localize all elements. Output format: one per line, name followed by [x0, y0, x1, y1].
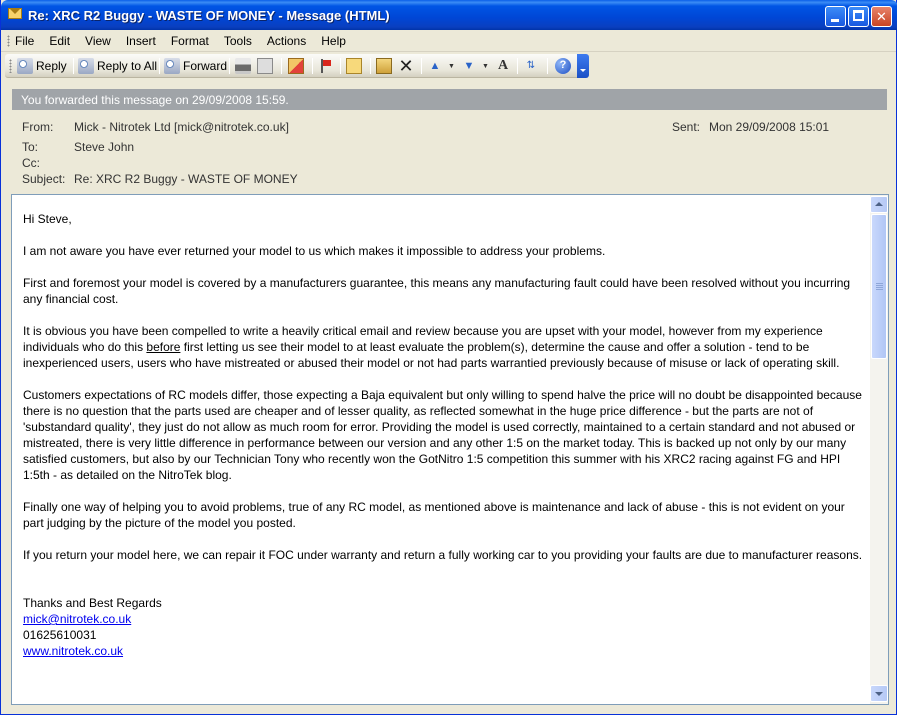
menu-format-label: Format [170, 34, 209, 48]
envelope-icon [8, 8, 22, 19]
info-bar[interactable]: You forwarded this message on 29/09/2008 15:59. [12, 89, 887, 110]
signature [23, 595, 866, 659]
forward-icon [164, 58, 180, 74]
signature-closing: Thanks and Best Regards [23, 596, 162, 610]
menu-insert[interactable] [126, 34, 156, 48]
maximize-button[interactable] [848, 6, 869, 27]
menu-tools-label: Tools [223, 34, 252, 48]
reply-label: Reply [36, 59, 67, 73]
to-value[interactable]: Steve John [74, 140, 135, 154]
close-button[interactable] [871, 6, 892, 27]
flag-icon [318, 58, 334, 74]
encoding-button[interactable] [523, 57, 542, 75]
subject-label: Subject: [22, 172, 66, 186]
toolbar-separator [281, 58, 282, 74]
copy-icon [257, 58, 273, 74]
toolbar-separator [312, 58, 313, 74]
sent-label: Sent: [672, 120, 701, 134]
toolbar-separator [421, 58, 422, 74]
sent-value: Mon 29/09/2008 15:01 [709, 120, 830, 134]
scroll-down-arrow-icon[interactable] [870, 685, 888, 702]
mail-forward-icon [288, 58, 304, 74]
next-item-button[interactable] [461, 57, 489, 75]
font-size-button[interactable] [495, 57, 514, 75]
toolbar-separator [229, 58, 230, 74]
body-paragraph-3-end: first letting us see their model to at least evaluate the problem(s), determine the cause and offer a solution - tend to be inexperienced users, users who have mistreated or abused their model or not had parts warrantied previously because of misuse or lack of operating skill. [23, 340, 840, 370]
reply-icon [17, 58, 33, 74]
message-body-frame[interactable] [11, 194, 889, 705]
menu-view[interactable] [85, 34, 111, 48]
signature-email-link[interactable]: mick@nitrotek.co.uk [23, 612, 132, 626]
toolbar-separator [370, 58, 371, 74]
reply-button[interactable] [17, 57, 67, 75]
help-button[interactable] [555, 57, 574, 75]
print-button[interactable] [235, 57, 254, 75]
encoding-icon: ⇅ [526, 60, 536, 71]
mark-unread-button[interactable] [346, 57, 365, 75]
minimize-icon [831, 19, 839, 22]
toolbar-separator [517, 58, 518, 74]
close-icon: ✕ [876, 9, 887, 24]
toolbar-separator [73, 58, 74, 74]
menu-bar [1, 30, 896, 52]
body-paragraph-2: First and foremost your model is covered by a manufacturers guarantee, this means any manufacturing fault could have been resolved without you incurring any financial cost. [23, 276, 851, 306]
copy-button[interactable] [257, 57, 276, 75]
menubar-grip-icon[interactable] [7, 35, 10, 47]
reply-all-icon [78, 58, 94, 74]
from-label: From: [22, 120, 54, 134]
reply-all-label: Reply to All [97, 59, 158, 73]
body-paragraph-6: If you return your model here, we can repair it FOC under warranty and return a fully working car to you providing your faults are due to manufacturer reasons. [23, 548, 863, 562]
menu-actions[interactable] [267, 34, 306, 48]
dropdown-arrow-icon: ▼ [482, 62, 489, 70]
from-value[interactable]: Mick - Nitrotek Ltd [mick@nitrotek.co.uk] [74, 120, 289, 134]
menu-file[interactable] [15, 34, 34, 48]
to-label: To: [22, 140, 39, 154]
arrow-down-icon: ▼ [463, 60, 475, 72]
vertical-scrollbar[interactable] [870, 195, 888, 704]
menu-help[interactable] [321, 34, 346, 48]
message-body[interactable] [23, 211, 866, 659]
open-envelope-icon [346, 58, 362, 74]
move-to-folder-button[interactable] [376, 57, 395, 75]
print-icon [235, 58, 251, 74]
body-paragraph-3-start: It is obvious you have been compelled to write a heavily critical email and review because you are upset with your model, however from my experience individuals who do this [23, 324, 823, 354]
reply-all-button[interactable] [78, 57, 157, 75]
menu-help-label: Help [321, 34, 346, 48]
body-paragraph-5: Finally one way of helping you to avoid problems, true of any RC model, as mentioned above is maintenance and lack of abuse - this is not evident on your part judging by the picture of the model you posted. [23, 500, 845, 530]
body-greeting: Hi Steve, [23, 212, 72, 226]
delete-x-icon: ✕ [398, 56, 414, 76]
message-header [12, 110, 887, 193]
dropdown-arrow-icon: ▼ [448, 62, 455, 70]
scrollbar-thumb[interactable] [871, 214, 887, 359]
standard-toolbar [5, 54, 586, 78]
help-icon: ? [555, 58, 571, 74]
toolbar-grip-icon[interactable] [9, 59, 12, 73]
menu-tools[interactable] [224, 34, 252, 48]
menu-edit[interactable] [49, 34, 70, 48]
scroll-up-arrow-icon[interactable] [870, 196, 888, 213]
signature-phone: 01625610031 [23, 628, 97, 642]
menu-file-label: File [15, 34, 35, 48]
toolbar-separator [340, 58, 341, 74]
body-underlined-word: before [146, 340, 181, 354]
window-title: Re: XRC R2 Buggy - WASTE OF MONEY - Message (HTML) [28, 8, 390, 23]
menu-insert-label: Insert [125, 34, 156, 48]
body-paragraph-1: I am not aware you have ever returned your model to us which makes it impossible to address your problems. [23, 244, 606, 258]
forward-label: Forward [183, 59, 228, 73]
forward-as-attachment-button[interactable] [288, 57, 307, 75]
menu-actions-label: Actions [266, 34, 307, 48]
toolbar-separator [159, 58, 160, 74]
move-folder-icon [376, 58, 392, 74]
signature-website-link[interactable]: www.nitrotek.co.uk [23, 644, 124, 658]
menu-edit-label: Edit [49, 34, 71, 48]
body-paragraph-4: Customers expectations of RC models differ, those expecting a Baja equivalent but only willing to spend halve the price will no doubt be disappointed because there is no question that the parts used are cheaper and of lesser quality, as reflected somewhat in the huge price difference - but the parts are not of 'substandard quality', they just do not allow as much room for error. Providing the model is used correctly, maintained to a certain standard and not abused or mistreated, there is very little difference in performance between our version and any other 1:5 on the market today. This is backed up not only by our many satisfied customers, but also by our Technician Tony who recently won the GotNitro 1:5 competition this summer with his XRC2 racing against FG and HPI 1:5th - as detailed on the NitroTek blog. [23, 388, 862, 482]
body-paragraph-3 [23, 323, 866, 371]
title-bar[interactable] [1, 0, 897, 30]
menu-view-label: View [85, 34, 111, 48]
toolbar-separator [547, 58, 548, 74]
delete-button[interactable] [398, 57, 417, 75]
menu-format[interactable] [171, 34, 209, 48]
forward-button[interactable] [164, 57, 227, 75]
maximize-icon [853, 10, 864, 21]
minimize-button[interactable] [825, 6, 846, 27]
subject-value: Re: XRC R2 Buggy - WASTE OF MONEY [74, 172, 298, 186]
follow-up-flag-button[interactable] [318, 57, 337, 75]
toolbar-options-chevron-icon[interactable] [577, 54, 589, 78]
font-size-icon: A [497, 58, 509, 73]
cc-label: Cc: [22, 156, 40, 170]
arrow-up-icon: ▲ [429, 60, 441, 72]
previous-item-button[interactable] [427, 57, 455, 75]
